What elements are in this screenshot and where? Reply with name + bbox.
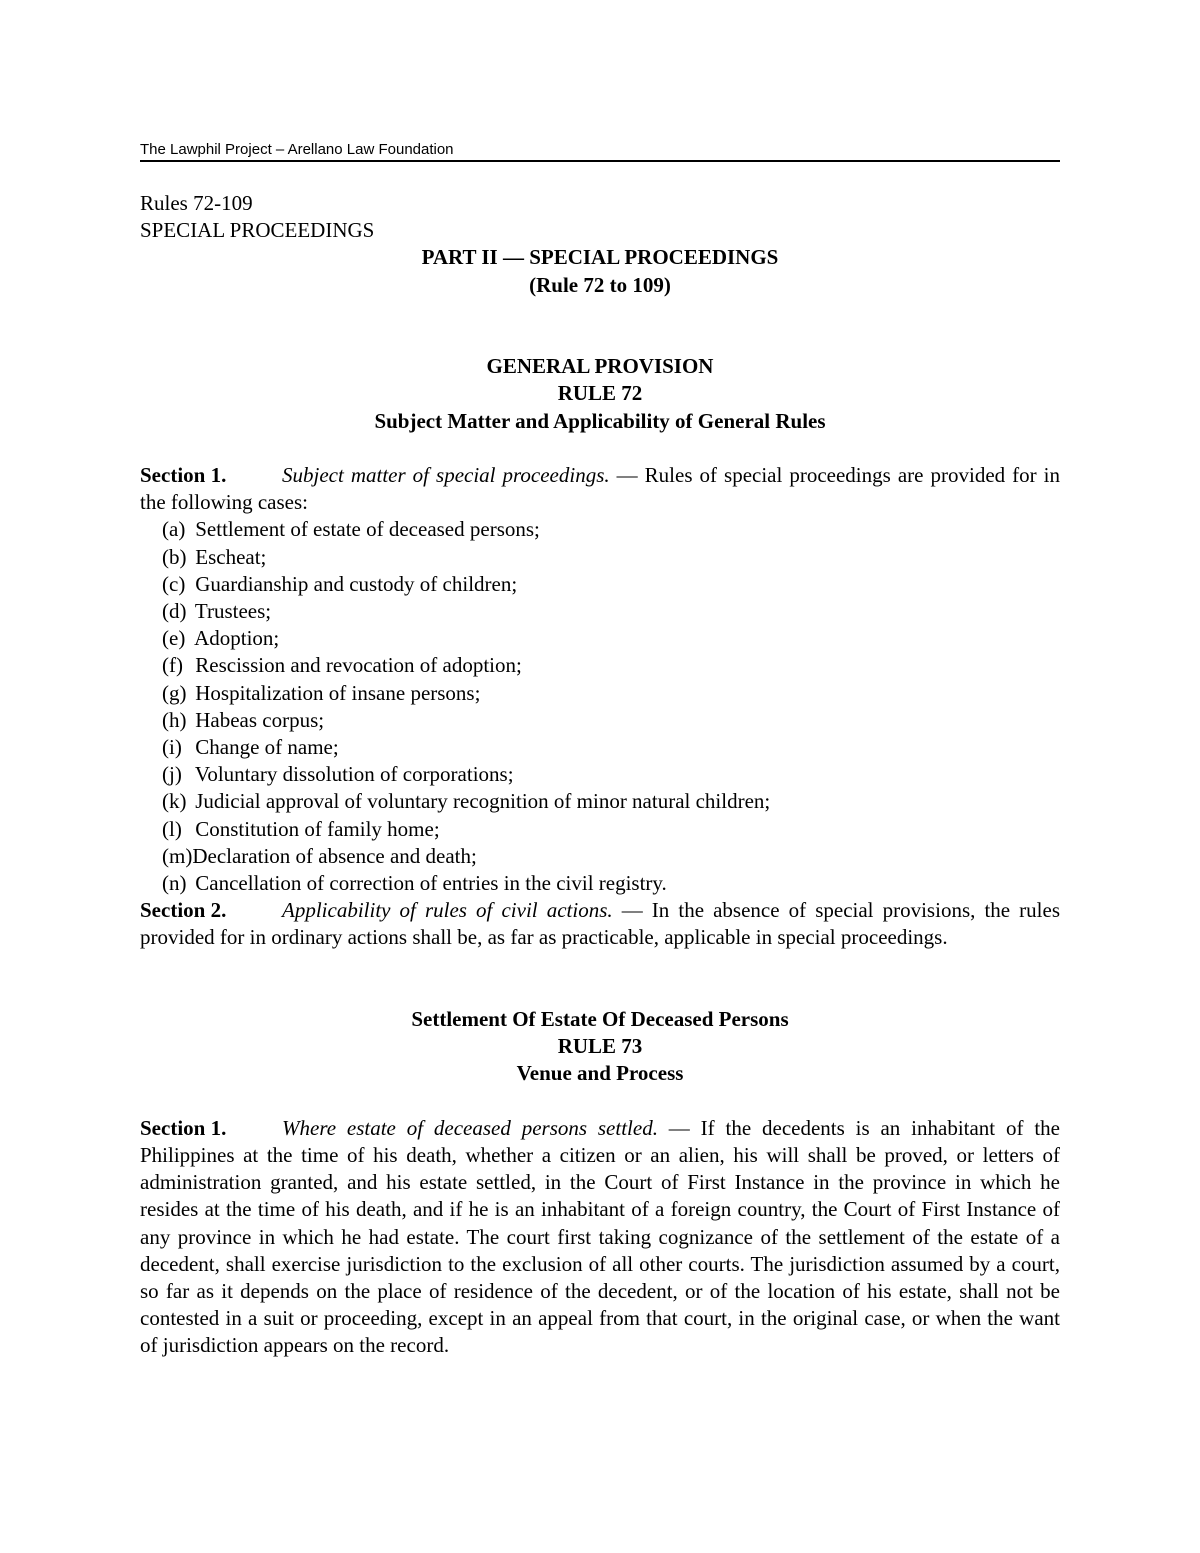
section-label: Section 1.: [140, 1115, 227, 1140]
section-text: — In the absence of special provisions, the rules provided for in ordinary actions shall be, as far as practicable, applicable in special proceedings.: [140, 898, 1061, 950]
section-title: Where estate of deceased persons settled.: [282, 1115, 658, 1140]
list-marker: (h): [162, 707, 187, 732]
list-text: Escheat;: [195, 544, 267, 569]
list-text: Trustees;: [194, 599, 272, 624]
rule72-section2: [140, 897, 1060, 951]
rule72-number: RULE 72: [557, 381, 643, 406]
document-body: [140, 190, 1060, 1360]
section-label: Section 2.: [140, 898, 227, 923]
list-marker: (d): [162, 599, 187, 624]
spacer: [140, 299, 1060, 353]
list-text: Rescission and revocation of adoption;: [195, 653, 522, 678]
list-text: Habeas corpus;: [195, 707, 325, 732]
rule73-heading: Settlement Of Estate Of Deceased Persons: [411, 1007, 789, 1032]
section-label: Section 1.: [140, 463, 227, 487]
rule73-title: Venue and Process: [516, 1061, 684, 1086]
running-header: The Lawphil Project – Arellano Law Foundation: [140, 141, 454, 158]
list-marker: (e): [162, 626, 186, 651]
list-item: [162, 680, 1060, 707]
list-item: [162, 571, 1060, 598]
list-marker: (k): [162, 789, 187, 814]
list-marker: (b): [162, 544, 187, 569]
list-text: Declaration of absence and death;: [192, 843, 477, 868]
part-subtitle: (Rule 72 to 109): [529, 272, 671, 297]
list-marker: (a): [162, 517, 186, 542]
list-text: Settlement of estate of deceased persons;: [195, 517, 540, 542]
list-marker: (g): [162, 680, 187, 705]
list-text: Cancellation of correction of entries in the civil registry.: [195, 871, 667, 896]
list-item: [162, 870, 1060, 897]
rule72-title: Subject Matter and Applicability of General Rules: [374, 408, 826, 433]
list-marker: (n): [162, 871, 187, 896]
section-title: Subject matter of special proceedings.: [282, 463, 610, 487]
special-proceedings-list: [140, 516, 1060, 897]
list-marker: (l): [162, 816, 182, 841]
rule73-number: RULE 73: [557, 1034, 643, 1059]
intro-line-title: SPECIAL PROCEEDINGS: [140, 218, 375, 243]
list-text: Constitution of family home;: [195, 816, 440, 841]
list-text: Guardianship and custody of children;: [195, 571, 518, 596]
list-item: [162, 843, 1060, 870]
spacer: [140, 435, 1060, 462]
list-item: [162, 625, 1060, 652]
part-title: PART II — SPECIAL PROCEEDINGS: [421, 245, 779, 270]
list-text: Hospitalization of insane persons;: [195, 680, 481, 705]
list-text: Judicial approval of voluntary recognition of minor natural children;: [195, 789, 771, 814]
list-item: [162, 598, 1060, 625]
list-item: [162, 788, 1060, 815]
rule72-heading: GENERAL PROVISION: [486, 354, 714, 379]
list-item: [162, 707, 1060, 734]
list-item: [162, 544, 1060, 571]
list-item: [162, 652, 1060, 679]
list-item: [162, 516, 1060, 543]
list-marker: (j): [162, 762, 182, 787]
rule73-section1: [140, 1115, 1060, 1360]
list-marker: (m): [162, 843, 193, 868]
rule72-section1: [140, 462, 1060, 516]
list-item: [162, 816, 1060, 843]
section-text: — Rules of special proceedings are provided for in the following cases:: [140, 463, 1060, 515]
list-marker: (c): [162, 571, 186, 596]
document-page: [140, 0, 1060, 1553]
list-item: [162, 734, 1060, 761]
spacer: [140, 1088, 1060, 1115]
section-text: — If the decedents is an inhabitant of the Philippines at the time of his death, whether a citizen or an alien, his will shall be proved, or letters of administration granted, and his estate settled, in the Court of First Instance in the province in which he resides at the time of his death, and if he is an inhabitant of a foreign country, the Court of First Instance of any province in which he had estate. The court first taking cognizance of the settlement of the estate of a decedent, shall exercise jurisdiction to the exclusion of all other courts. The jurisdiction assumed by a court, so far as it depends on the place of residence of the decedent, or of the location of his estate, shall not be contested in a suit or proceeding, except in an appeal from that court, in the original case, or when the want of jurisdiction appears on the record.: [140, 1115, 1060, 1358]
list-marker: (f): [162, 653, 183, 678]
section-title: Applicability of rules of civil actions.: [282, 898, 613, 923]
list-item: [162, 761, 1060, 788]
list-text: Change of name;: [195, 735, 339, 760]
header-rule: [140, 160, 1060, 162]
list-text: Voluntary dissolution of corporations;: [194, 762, 514, 787]
list-marker: (i): [162, 735, 182, 760]
spacer: [140, 952, 1060, 1006]
list-text: Adoption;: [194, 626, 280, 651]
intro-line-rules: Rules 72-109: [140, 191, 253, 215]
